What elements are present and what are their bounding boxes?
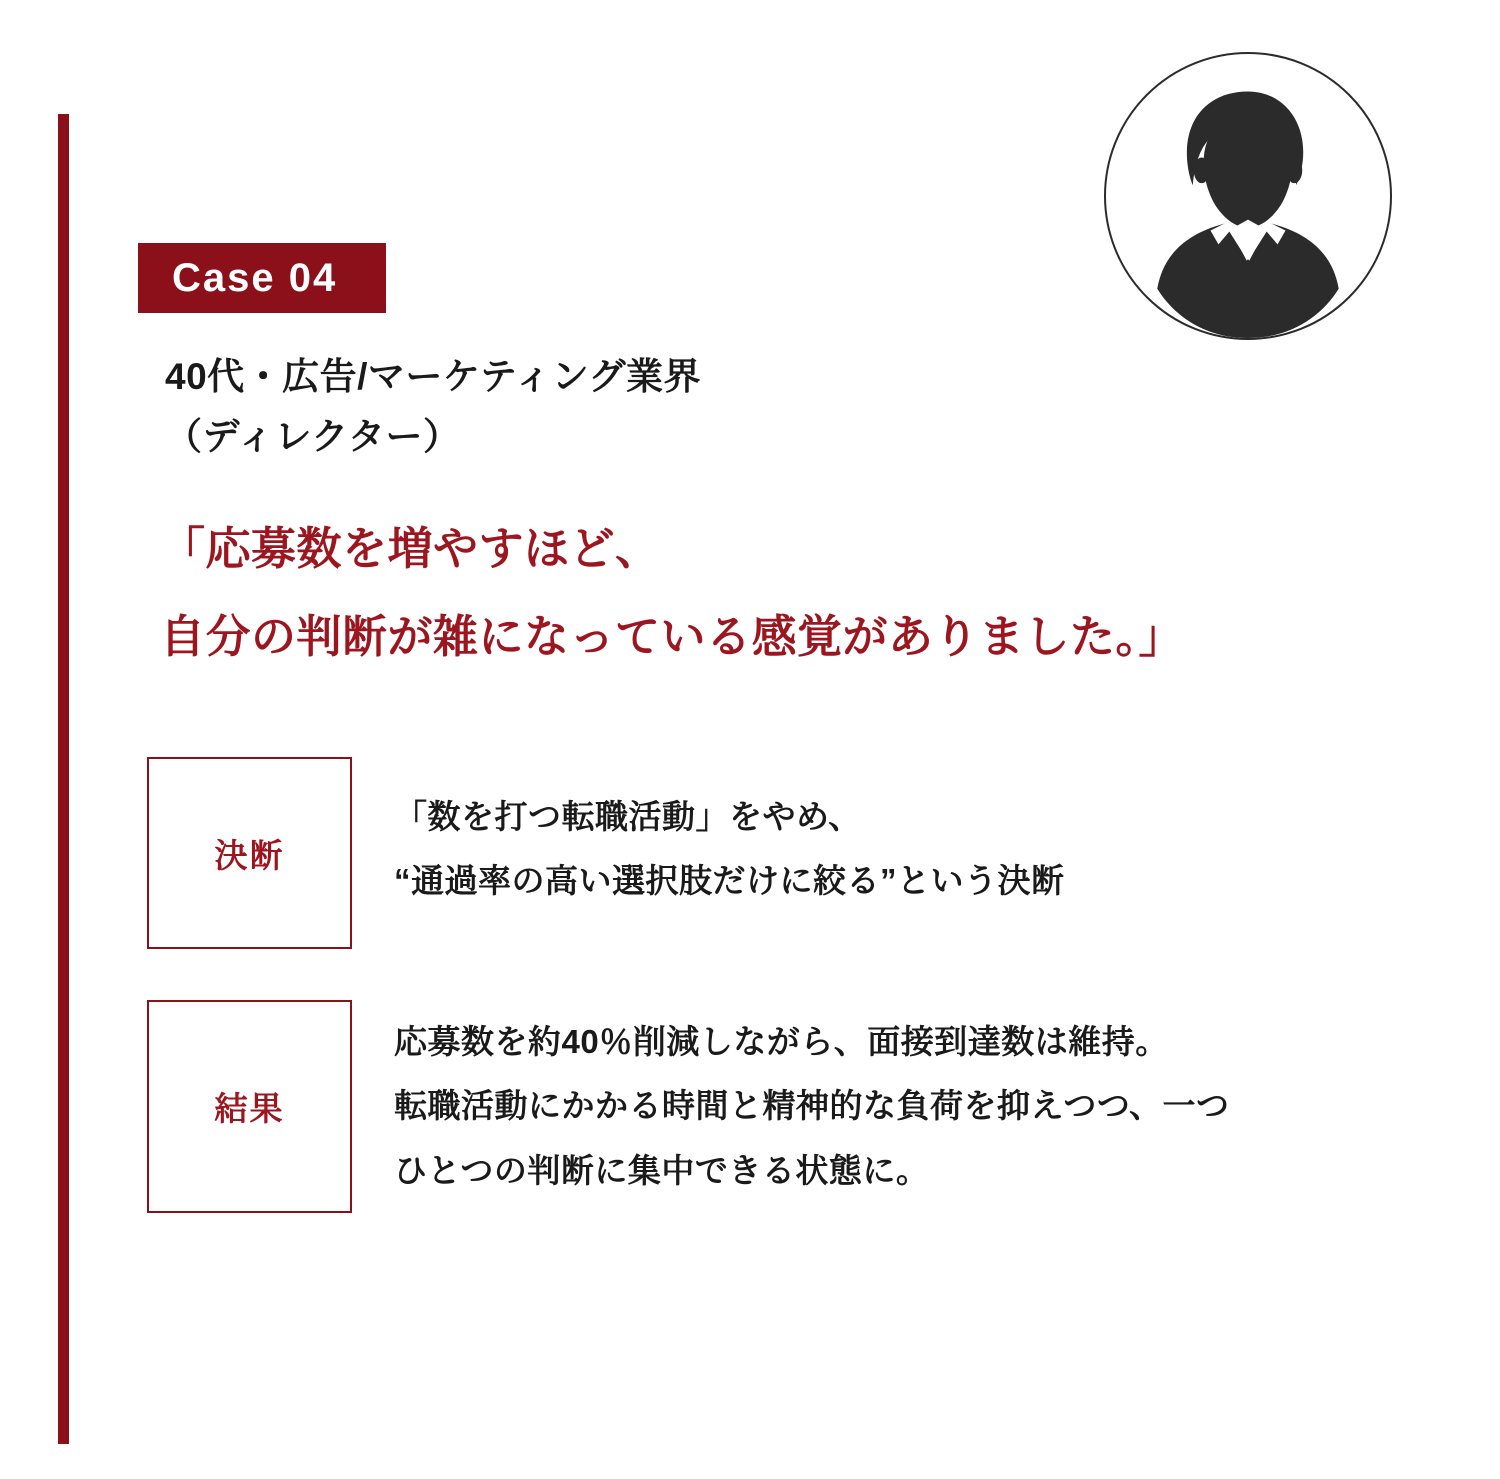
profile-line-2: （ディレクター）	[165, 415, 461, 457]
left-accent-bar	[58, 114, 69, 1444]
result-line-1: 応募数を約40％削減しながら、面接到達数は維持。	[394, 1023, 1169, 1060]
decision-line-2: “通過率の高い選択肢だけに絞る”という決断	[394, 862, 1065, 900]
person-avatar-icon	[1106, 54, 1390, 338]
result-body	[394, 1000, 1230, 1203]
profile-line-1: 40代・広告/マーケティング業界	[165, 356, 701, 397]
result-row	[147, 1000, 1230, 1213]
profile-block	[165, 347, 1165, 467]
quote-block	[160, 505, 1420, 681]
decision-body	[394, 757, 1065, 914]
decision-label: 決断	[147, 757, 352, 949]
avatar	[1104, 52, 1392, 340]
result-label: 結果	[147, 1000, 352, 1213]
case-badge: Case 04	[138, 243, 386, 313]
decision-row	[147, 757, 1065, 949]
result-line-3: ひとつの判断に集中できる状態に。	[394, 1151, 930, 1189]
decision-line-1: 「数を打つ転職活動」をやめ、	[394, 798, 862, 835]
quote-line-2: 自分の判断が雑になっている感覚がありました。」	[160, 610, 1185, 662]
quote-line-1: 「応募数を増やすほど、	[160, 523, 661, 574]
result-line-2: 転職活動にかかる時間と精神的な負荷を抑えつつ、一つ	[394, 1087, 1230, 1125]
